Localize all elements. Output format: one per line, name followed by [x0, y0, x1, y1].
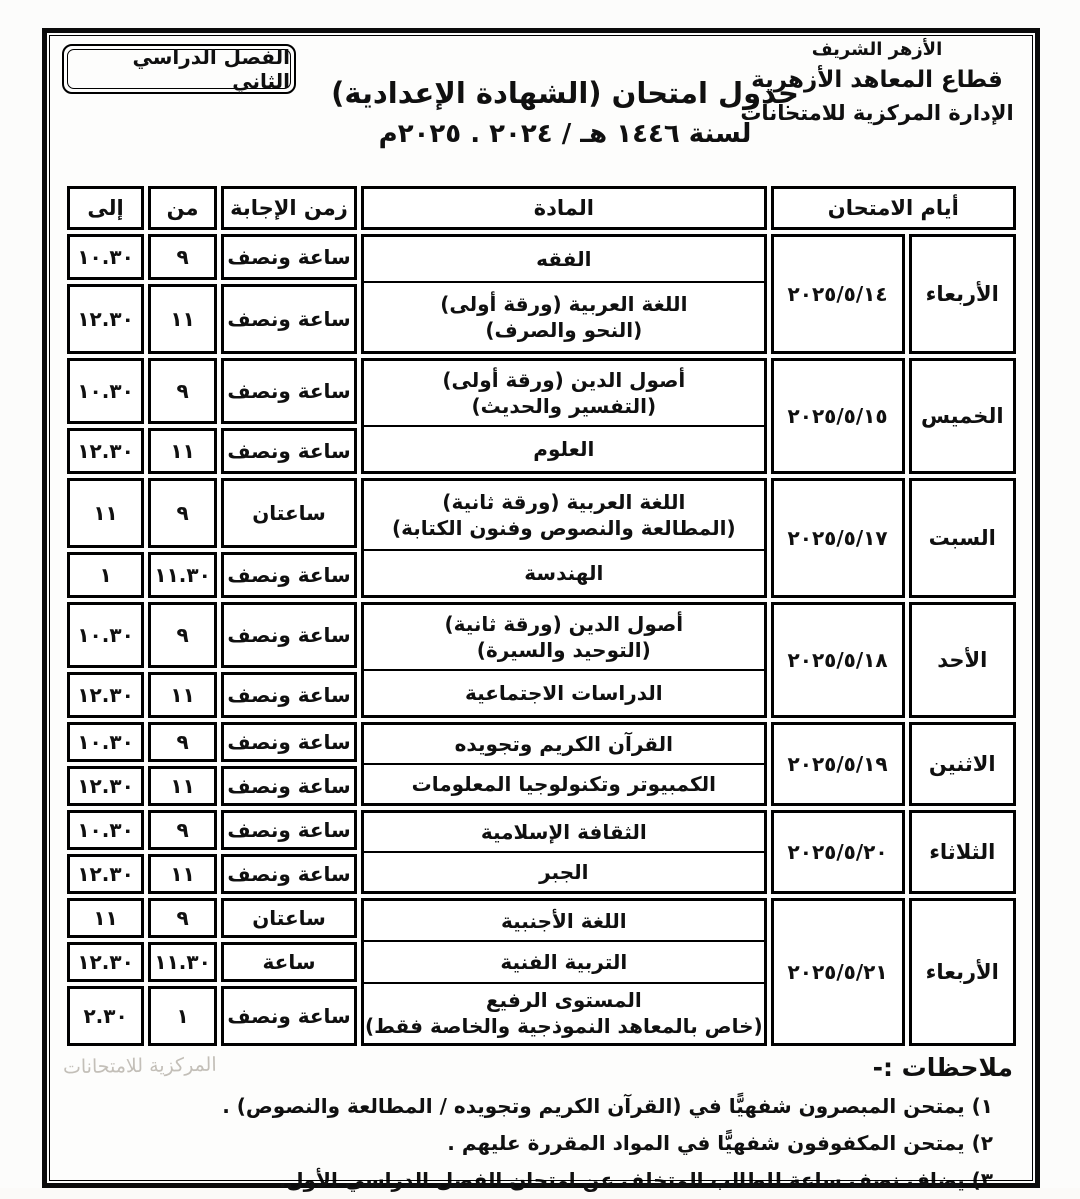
answer-duration: ساعة ونصف: [221, 602, 357, 668]
answer-duration: ساعتان: [221, 478, 357, 548]
exam-day: الأربعاء: [909, 234, 1017, 354]
subject-group: [361, 722, 767, 806]
subject-group: [361, 810, 767, 894]
answer-duration: ساعة ونصف: [221, 722, 357, 762]
time-from: ٩: [148, 898, 217, 938]
semester-badge-label: الفصل الدراسي الثاني: [67, 49, 291, 89]
subject-line2: (النحو والصرف): [485, 318, 643, 343]
org-line-1: الأزهر الشريف: [811, 39, 943, 60]
time-to: ١٠.٣٠: [67, 234, 144, 280]
title-block: [330, 73, 800, 152]
time-from: ١١.٣٠: [148, 942, 217, 982]
subject-line: الهندسة: [524, 560, 604, 585]
table-row: [67, 358, 1016, 424]
note-item: ٢) يمتحن المكفوفون شفهيًّا في المواد المقررة عليهم .: [447, 1131, 993, 1155]
subject-group: [361, 358, 767, 474]
time-from: ٩: [148, 722, 217, 762]
time-to: ١٠.٣٠: [67, 722, 144, 762]
org-line-2: قطاع المعاهد الأزهرية: [751, 67, 1003, 93]
notes-list: [57, 1088, 1023, 1199]
page-subtitle: لسنة ١٤٤٦ هـ / ٢٠٢٤ . ٢٠٢٥م: [378, 118, 752, 149]
subject: [364, 481, 764, 549]
subject: [364, 851, 764, 891]
time-to: ١: [67, 552, 144, 598]
subject-line: المستوى الرفيع: [485, 988, 642, 1013]
exam-date: ٢٠٢٥/٥/٢١: [771, 898, 905, 1046]
col-header-days: أيام الامتحان: [771, 186, 1016, 230]
time-from: ١١: [148, 766, 217, 806]
exam-day: الاثنين: [909, 722, 1017, 806]
subject: [364, 361, 764, 425]
time-to: ١٠.٣٠: [67, 602, 144, 668]
time-to: ١٢.٣٠: [67, 284, 144, 354]
subject-group: [361, 234, 767, 354]
time-to: ١٢.٣٠: [67, 854, 144, 894]
subject: [364, 281, 764, 351]
time-from: ١: [148, 986, 217, 1046]
answer-duration: ساعة ونصف: [221, 428, 357, 474]
table-row: [67, 602, 1016, 668]
subject-line: اللغة العربية (ورقة أولى): [440, 292, 688, 317]
answer-duration: ساعتان: [221, 898, 357, 938]
time-from: ٩: [148, 234, 217, 280]
subject: [364, 901, 764, 940]
subject-line: الثقافة الإسلامية: [480, 820, 647, 844]
answer-duration: ساعة ونصف: [221, 234, 357, 280]
time-from: ٩: [148, 478, 217, 548]
time-from: ١١: [148, 854, 217, 894]
answer-duration: ساعة ونصف: [221, 854, 357, 894]
subject-group: [361, 898, 767, 1046]
subject: [364, 237, 764, 281]
subject-line: العلوم: [533, 436, 595, 461]
subject: [364, 669, 764, 715]
notes-section: [57, 1053, 1023, 1199]
subject-line2: (المطالعة والنصوص وفنون الكتابة): [392, 515, 736, 540]
subject: [364, 725, 764, 763]
subject-line: اللغة الأجنبية: [500, 908, 627, 933]
time-to: ٢.٣٠: [67, 986, 144, 1046]
time-to: ١١: [67, 478, 144, 548]
subject-group: [361, 478, 767, 598]
exam-day: الثلاثاء: [909, 810, 1017, 894]
semester-badge: [62, 44, 296, 94]
exam-date: ٢٠٢٥/٥/١٥: [771, 358, 905, 474]
table-row: [67, 810, 1016, 850]
subject-group: [361, 602, 767, 718]
subject: [364, 813, 764, 851]
time-to: ١٠.٣٠: [67, 358, 144, 424]
subject-line: الكمبيوتر وتكنولوجيا المعلومات: [411, 772, 716, 796]
time-from: ١١: [148, 428, 217, 474]
subject-line2: (التفسير والحديث): [471, 393, 657, 418]
page-title: جدول امتحان (الشهادة الإعدادية): [331, 76, 799, 110]
time-to: ١٢.٣٠: [67, 766, 144, 806]
exam-day: السبت: [909, 478, 1017, 598]
note-item: ١) يمتحن المبصرون شفهيًّا في (القرآن الكريم وتجويده / المطالعة والنصوص) .: [222, 1094, 993, 1118]
subject-line: الدراسات الاجتماعية: [464, 680, 663, 705]
subject: [364, 982, 764, 1043]
exam-date: ٢٠٢٥/٥/١٤: [771, 234, 905, 354]
subject-line: القرآن الكريم وتجويده: [454, 732, 674, 756]
subject: [364, 605, 764, 669]
subject: [364, 549, 764, 595]
notes-heading: ملاحظات :-: [872, 1053, 1013, 1082]
subject-line2: (خاص بالمعاهد النموذجية والخاصة فقط): [364, 1014, 763, 1039]
time-from: ٩: [148, 810, 217, 850]
answer-duration: ساعة: [221, 942, 357, 982]
exam-date: ٢٠٢٥/٥/١٩: [771, 722, 905, 806]
header-row: [67, 186, 1016, 230]
schedule-table-wrap: [63, 182, 1020, 1050]
answer-duration: ساعة ونصف: [221, 810, 357, 850]
exam-schedule-table: [63, 182, 1020, 1050]
answer-duration: ساعة ونصف: [221, 552, 357, 598]
answer-duration: ساعة ونصف: [221, 766, 357, 806]
watermark-text: المركزية للامتحانات: [62, 1053, 217, 1079]
subject-line: اللغة العربية (ورقة ثانية): [442, 489, 686, 514]
org-line-3: الإدارة المركزية للامتحانات: [740, 100, 1014, 125]
subject: [364, 425, 764, 471]
col-header-subject: المادة: [361, 186, 767, 230]
subject-line: التربية الفنية: [500, 950, 628, 975]
table-row: [67, 722, 1016, 762]
time-to: ١٢.٣٠: [67, 672, 144, 718]
col-header-duration: زمن الإجابة: [221, 186, 357, 230]
exam-date: ٢٠٢٥/٥/١٧: [771, 478, 905, 598]
subject: [364, 940, 764, 981]
subject-line2: (التوحيد والسيرة): [476, 637, 651, 662]
answer-duration: ساعة ونصف: [221, 358, 357, 424]
time-to: ١١: [67, 898, 144, 938]
answer-duration: ساعة ونصف: [221, 284, 357, 354]
table-row: [67, 898, 1016, 938]
subject-line: أصول الدين (ورقة أولى): [442, 367, 686, 392]
time-to: ١٢.٣٠: [67, 428, 144, 474]
document-frame: [42, 28, 1040, 1192]
col-header-to: إلى: [67, 186, 144, 230]
exam-date: ٢٠٢٥/٥/٢٠: [771, 810, 905, 894]
table-row: [67, 478, 1016, 548]
answer-duration: ساعة ونصف: [221, 672, 357, 718]
exam-day: الخميس: [909, 358, 1017, 474]
time-from: ٩: [148, 358, 217, 424]
time-to: ١٠.٣٠: [67, 810, 144, 850]
time-to: ١٢.٣٠: [67, 942, 144, 982]
time-from: ١١.٣٠: [148, 552, 217, 598]
answer-duration: ساعة ونصف: [221, 986, 357, 1046]
time-from: ٩: [148, 602, 217, 668]
col-header-from: من: [148, 186, 217, 230]
subject: [364, 763, 764, 803]
exam-date: ٢٠٢٥/٥/١٨: [771, 602, 905, 718]
table-row: [67, 234, 1016, 280]
note-item: ٣) يضاف نصف ساعة للطالب المتخلف عن امتحان الفصل الدراسي الأول.: [278, 1168, 993, 1192]
time-from: ١١: [148, 284, 217, 354]
time-from: ١١: [148, 672, 217, 718]
subject-line: الجبر: [539, 860, 589, 884]
subject-line: الفقه: [536, 247, 592, 272]
exam-day: الأربعاء: [909, 898, 1017, 1046]
subject-line: أصول الدين (ورقة ثانية): [444, 611, 684, 636]
exam-day: الأحد: [909, 602, 1017, 718]
